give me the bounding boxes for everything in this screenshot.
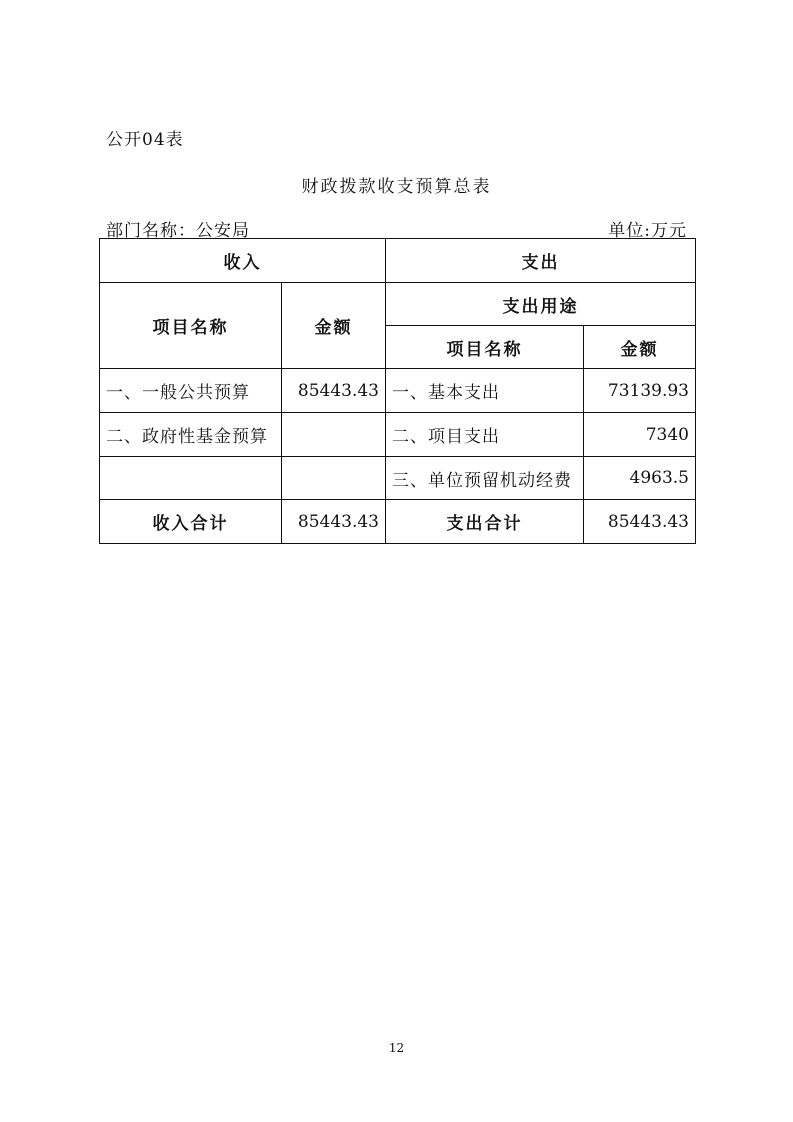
table-row — [100, 413, 696, 457]
table-row — [100, 457, 696, 500]
table-row — [100, 369, 696, 413]
expenditure-item: 一、基本支出 — [386, 369, 584, 413]
income-total-amount: 85443.43 — [282, 500, 386, 544]
income-amount-header: 金额 — [282, 283, 386, 369]
income-item: 一、一般公共预算 — [100, 369, 282, 413]
expenditure-item: 三、单位预留机动经费 — [386, 457, 584, 500]
table-subheader-row — [100, 283, 696, 326]
department-name: 部门名称：公安局 — [106, 221, 250, 241]
expenditure-purpose-header: 支出用途 — [386, 283, 696, 326]
income-item-name-header: 项目名称 — [100, 283, 282, 369]
expenditure-item: 二、项目支出 — [386, 413, 584, 457]
expenditure-total-label: 支出合计 — [386, 500, 584, 544]
totals-row — [100, 500, 696, 544]
expenditure-header: 支出 — [386, 239, 696, 283]
income-amount — [282, 457, 386, 500]
page-number: 12 — [388, 1041, 405, 1055]
income-item — [100, 457, 282, 500]
expenditure-amount: 7340 — [584, 413, 696, 457]
income-item: 二、政府性基金预算 — [100, 413, 282, 457]
budget-table — [99, 238, 696, 544]
income-header: 收入 — [100, 239, 386, 283]
expenditure-item-name-header: 项目名称 — [386, 326, 584, 369]
expenditure-amount: 73139.93 — [584, 369, 696, 413]
table-header-row — [100, 239, 696, 283]
table-number: 公开04表 — [106, 130, 184, 150]
expenditure-amount: 4963.5 — [584, 457, 696, 500]
page-title: 财政拨款收支预算总表 — [301, 177, 492, 197]
unit-label: 单位:万元 — [608, 221, 687, 241]
income-total-label: 收入合计 — [100, 500, 282, 544]
expenditure-amount-header: 金额 — [584, 326, 696, 369]
income-amount: 85443.43 — [282, 369, 386, 413]
expenditure-total-amount: 85443.43 — [584, 500, 696, 544]
income-amount — [282, 413, 386, 457]
